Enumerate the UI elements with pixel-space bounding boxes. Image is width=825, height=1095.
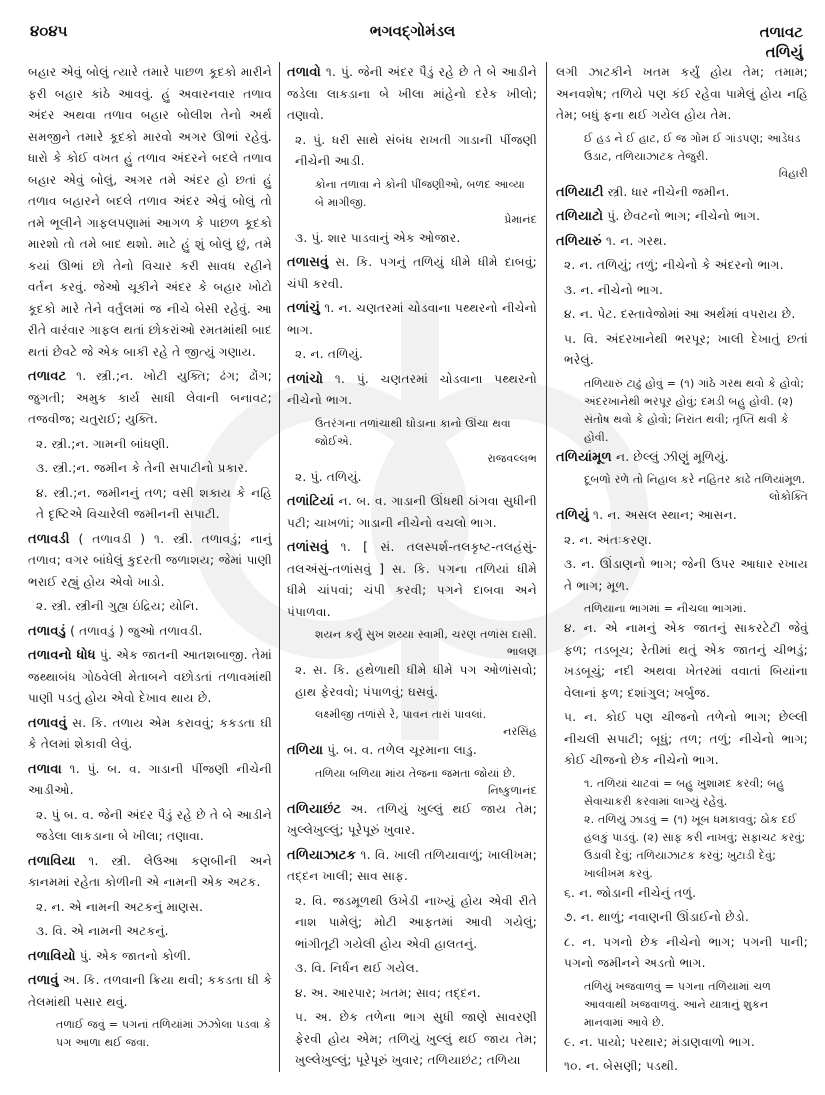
quotation: લક્ષ્મીજી તળાંસે રે, પાવન તારાં પાવલાં.: [315, 708, 487, 721]
headword: તળિયાટો: [556, 209, 604, 224]
quotation: તળિયા બળિયા માંય તેજના જમતા જોયાં છે.: [315, 766, 516, 780]
quotation-author: રાજવલ્લભ: [487, 451, 537, 465]
definition: પું. એક જાતની આતશબાજી. તેમાં જથ્થાબંધ ગોઠવેલી મેતાબને વછોડતાં તળાવમાંથી પાણી પડતું હોય એવો દેખાવ થાય છે.: [28, 648, 272, 705]
headword: તળાવા: [28, 761, 62, 777]
headword: તળાવડી: [28, 531, 70, 547]
quotation: કોના તળાવા ને કોની પીંજણીઓ, બળદ આવ્યા બે માગીજી.: [315, 177, 525, 209]
quotation: ૨. તળિયું ઝાડવું = (૧) ખૂબ ધમકાવવું; ઠોક દઈ હલકું પાડવું. (૨) સાફ કરી નાખવું; સફાચટ કરવું; ઉડાવી દેવું; તળિયાઝાટક કરવું; ખુટાડી દેવું; ખાલીખમ કરવું.: [584, 812, 806, 880]
quotation-author: ભાલણ: [506, 645, 537, 658]
page-number: ૪૦૪૫: [30, 22, 68, 40]
headword: તળિયું: [556, 508, 589, 523]
sense-definition: ૯. ન. પાયો; પરથાર; મંડાણવાળો ભાગ.: [564, 1034, 755, 1049]
sense-definition: ૩. ન. ઊંડાણનો ભાગ; જેની ઉપર આધાર રખાય તે ભાગ; મૂળ.: [564, 557, 808, 593]
definition: અ. કિ. તળવાની ક્રિયા થવી; કકડતા ઘી કે તેલમાંથી પસાર થવું.: [28, 973, 272, 1009]
definition: પું. છેવટનો ભાગ; નીચેનો ભાગ.: [607, 209, 761, 223]
dictionary-entry: [556, 182, 808, 204]
sense-definition: ૫. વિ. અંદરખાનેથી ભરપૂર; ખાલી દેખાતું છતાં ભરેલું.: [564, 331, 808, 367]
sense-definition: ૨. પું. તળિયું.: [295, 469, 362, 484]
headword: તળાવટ: [28, 369, 67, 384]
quotation-author: લોકોક્તિ: [769, 490, 808, 503]
dictionary-entry: [556, 231, 808, 253]
quotation: શયન કર્યું સુખ શય્યા સ્વામી, ચરણ તળાંસ દાસી.: [315, 628, 537, 641]
sense-definition: ૩. ન. નીચેનો ભાગ.: [564, 282, 664, 297]
dictionary-entry: [556, 447, 808, 469]
dictionary-entry: [287, 298, 537, 341]
guide-words: [760, 22, 803, 62]
quotation-author: નિષ્કુળાનંદ: [487, 783, 537, 797]
dictionary-column-1: [28, 62, 272, 1052]
quotation-author: નરસિંહ: [503, 725, 537, 738]
dictionary-entry: [28, 713, 272, 756]
headword: તળાંટિયાં: [287, 494, 335, 509]
sense-definition: ૩. વિ. એ નામની અટકનું.: [36, 924, 169, 938]
sense-definition: ૫. ન. કોઈ પણ ચીજનો તળેનો ભાગ; છેલ્લી નીચલી સપાટી; બૂધું; તળ; તળું; નીચેનો ભાગ; કોઈ ચીજનો છેક નીચેનો ભાગ.: [564, 710, 808, 767]
headword: તળાવનો ધોધ: [28, 648, 96, 663]
dictionary-column-3: [556, 62, 808, 1081]
headword: તળિયાંમૂળ: [556, 449, 612, 465]
sense-definition: ૫. અ. છેક તળેના ભાગ સુધી જાણે સાવરણી ફેરવી હોય એમ; તળિયું ખુલ્લું થઈ જાય તેમ; ખુલ્લેખુલ્લું; પૂરેપૂરું ખુવાર; તળિયાછંટ; તળિયા: [295, 1010, 537, 1067]
quotation-author: વિહારી: [778, 166, 808, 180]
sense-definition: ૨. ન. તળિયું; તળું; નીચેનો કે અંદરનો ભાગ.: [564, 258, 784, 272]
dictionary-entry: [556, 206, 808, 228]
continued-text: લગી ઝાટકીને ખતમ કર્યું હોય તેમ; તમામ; અનવશેષ; તળિયે પણ કંઈ રહેવા પામેલું હોય નહિ તેમ; બધું ફના થઈ ગયેલ હોય તેમ.: [556, 65, 808, 122]
dictionary-entry: [556, 505, 808, 527]
sense-definition: ૪. સ્ત્રી.;ન. જમીનનું તળ; વસી શકાય કે નહિ તે દૃષ્ટિએ વિચારેલી જમીનની સપાટી.: [36, 485, 272, 521]
definition: ૧. વિ. ખાલી તળિયાવાળું; ખાલીખમ; તદ્દન ખાલી; સાવ સાફ.: [287, 847, 537, 883]
sense-definition: ૨. ન. એ નામની અટકનું માણસ.: [36, 899, 204, 914]
sense-definition: ૨. પું. ધરી સાથે સંબંધ રાખતી ગાડાની પીંજણી નીચેની આડી.: [295, 132, 537, 168]
dictionary-entry: [28, 970, 272, 1013]
definition: ૧. પું. જેની અંદર પૈડું રહે છે તે બે આડીને જડેલા લાકડાના બે ખીલા માંહેનો દરેક ખીલો; તણાવો.: [287, 65, 537, 122]
quotation: ૧. તળિયાં ચાટવાં = બહુ ખુશામદ કરવી; બહુ સેવાચાકરી કરવામાં લાગ્યું રહેવું.: [584, 776, 785, 808]
dictionary-entry: [28, 851, 272, 894]
definition: અ. તળિયું ખુલ્લું થઈ જાય તેમ; ખુલ્લેખુલ્લું; પૂરેપૂરું ખુવાર.: [287, 801, 538, 837]
definition: પું. બ. વ. તળેલ ચૂરમાના લાડુ.: [327, 743, 477, 757]
headword: તળાવું: [28, 973, 59, 988]
dictionary-entry: [28, 759, 272, 802]
dictionary-entry: [287, 845, 537, 888]
sense-definition: ૩. સ્ત્રી.;ન. જમીન કે તેની સપાટીનો પ્રકાર.: [36, 461, 249, 475]
quotation: તળિયાના ભાગમાં = નીચલા ભાગમાં.: [584, 602, 747, 615]
definition: સ. કિ. તળાય એમ કરાવવું; કકડતા ઘી કે તેલમાં શેકાવી લેવું.: [28, 715, 272, 751]
definition: ન. બ. વ. ગાડાની ઊંધથી ઠાંગવા સુધીની પટી; ચાખળાં; ગાડાની નીચેનો વચલો ભાગ.: [287, 494, 537, 530]
sense-definition: ૨. વિ. જડમૂળથી ઉખેડી નાખ્યું હોય એવી રીતે નાશ પામેલું; મોટી આફતમાં આવી ગયેલું; ભાંગીતૂટી ગયેલી હોય એવી હાલતનું.: [295, 893, 537, 951]
sense-definition: ૨. સ. કિ. હથેળાથી ધીમે ધીમે પગ ઓળાંસવો; હાથ ફેરવવો; પંપાળવું; ઘસવું.: [295, 663, 537, 699]
definition: ૧. સ્ત્રી.;ન. ખોટી યુક્તિ; ઢંગ; ઢોંગ; જુગતી; અમુક કાર્ય સાધી લેવાની બનાવટ; તજવીજ; ચતુરાઈ; યુક્તિ.: [28, 369, 272, 426]
quotation: તળિયારું ટાઢું હોવું = (૧) ગાંઠે ગરથ થવો કે હોવો; અંદરખાનેથી ભરપૂર હોવું; દમડી બહુ હોવી. (૨) સંતોષ થવો કે હોવો; નિરાંત થવી; તૃપ્તિ થવી કે હોવી.: [584, 376, 805, 444]
headword: તળાંચું: [287, 301, 320, 316]
headword: તળાવિયો: [28, 948, 76, 964]
headword: તળાવો: [287, 65, 321, 80]
headword: તળાસવું: [287, 255, 329, 270]
definition: ૧. ન. અસલ સ્થાન; આસન.: [593, 508, 737, 522]
sense-definition: ૭. ન. થાળું; નવાણની ઊંડાઈનો છેડો.: [564, 910, 749, 924]
headword: તળાંચો: [287, 371, 324, 387]
quotation: દૂબળો રળે તો નિહાલ કરે નહિતર કાઢે તળિયાંમૂળ.: [584, 473, 806, 486]
definition: ૧. પું. ચણતરમાં ચોડવાના પથ્થરનો નીચેનો ભાગ.: [287, 371, 537, 407]
sense-definition: ૧૦. ન. બેસણી; પડથી.: [564, 1059, 679, 1073]
dictionary-entry: [287, 62, 537, 127]
dictionary-entry: [287, 537, 537, 623]
dictionary-entry: [287, 369, 537, 412]
dictionary-entry: [287, 740, 537, 762]
definition: ૧. સ્ત્રી. લેઉઆ કણબીની અને કાનમમાં રહેતા કોળીની એ નામની એક અટક.: [28, 853, 273, 889]
headword: તળાંસવું: [287, 540, 329, 555]
definition: પું. એક જાતનો કોળી.: [79, 948, 192, 963]
dictionary-entry: [28, 366, 272, 431]
sense-definition: ૮. ન. પગનો છેક નીચેનો ભાગ; પગની પાની; પગનો જમીનને અડતો ભાગ.: [564, 934, 808, 970]
sense-definition: ૪. ન. એ નામનું એક જાતનું સાકરટેટી જેવું ફળ; તડબૂચ; રેતીમાં થતું એક જાતનું ચીભડું; ખડબૂચું; નદી અથવા ખેતરમાં વવાતાં બિયાંના વેલાનાં ફળ; દશાંગુલ; ખર્બુજ.: [564, 621, 808, 700]
sense-definition: ૪. અ. આરપાર; ખતમ; સાવ; તદ્દન.: [295, 985, 481, 1000]
dictionary-entry: [287, 252, 537, 295]
dictionary-entry: [287, 799, 537, 842]
quotation: તળાઈ જવું = પગનાં તળિયાંમાં ઝંઝોલા પડવા કે પગ આળા થઈ જવા.: [56, 1018, 272, 1049]
sense-definition: ૨. ન. તળિયું.: [295, 347, 363, 361]
sense-definition: ૨. ન. અંતઃકરણ.: [564, 532, 652, 547]
sense-definition: ૨. સ્ત્રી. સ્ત્રીની ગુહ્ય ઇંદ્રિય; યોનિ.: [36, 599, 199, 613]
column-divider: [546, 62, 547, 1072]
headword: તળિયારું: [556, 233, 602, 249]
headword: તળાવિયા: [28, 853, 76, 869]
quotation: તળિયું ખજવાળવું = પગના તળિયામાં ચળ આવવાથી ખજવાળવું. આને યાત્રાનું શુકન માનવામાં આવે છે.: [584, 979, 772, 1029]
definition: સ. કિ. પગનું તળિયું ધીમે ધીમે દાબવું; ચંપી કરવી.: [287, 255, 537, 291]
guide-word-last: તળિયું: [765, 43, 803, 61]
guide-word-first: તળાવટ: [759, 23, 803, 41]
definition: ( તળાવડી ) ૧. સ્ત્રી. તળાવડું; નાનું તળાવ; વગર બાંધેલું કુદરતી જળાશય; જેમાં પાણી ભરાઈ રહ્યું હોય એવો ખાડો.: [28, 531, 273, 589]
dictionary-column-2: [287, 62, 537, 1075]
headword: તળાવવું: [28, 715, 67, 731]
headword: તળાવડું: [28, 623, 66, 639]
sense-definition: ૨. સ્ત્રી.;ન. ગામની બાંધણી.: [36, 436, 170, 451]
headword: તળિયાછંટ: [287, 801, 342, 817]
definition: ૧. ન. ચણતરમાં ચોડવાના પથ્થરનો નીચેનો ભાગ.: [287, 301, 537, 337]
dictionary-entry: [28, 529, 272, 594]
headword: તળિયાટી: [556, 184, 604, 200]
quotation: ઈ હડ ને ઈ હાટ, ઈ જ ગોમ ઈ ગાંડપણ; આડેધડ ઉડાટ, તળિયાઝાટક તેજુરી.: [584, 131, 801, 163]
sense-definition: ૨. પું બ. વ. જેની અંદર પૈડું રહે છે તે બે આડીને જડેલા લાકડાના બે ખીલા; તણાવા.: [36, 807, 272, 843]
definition: ૧. [ સં. તલસ્પર્શ-તલકૃષ્ટ-તલહંસું-તલઅંસું-તળાંસવું ] સ. કિ. પગના તળિયાં ધીમે ધીમે ચાંપવાં; ચંપી કરવી; પગને દાબવા અને પંપાળવા.: [287, 540, 538, 619]
headword: તળિયા: [287, 743, 324, 758]
sense-definition: ૩. વિ. નિર્ધન થઈ ગયેલ.: [295, 961, 420, 975]
headword: તળિયાઝાટક: [287, 847, 357, 863]
sense-definition: ૪. ન. પેટ. દસ્તાવેજોમાં આ અર્થમાં વપરાય છે.: [564, 307, 796, 321]
sense-definition: ૬. ન. જોડાની નીચેનું તળું.: [564, 885, 697, 900]
dictionary-entry: [28, 946, 272, 968]
dictionary-entry: [28, 645, 272, 710]
page-header: [0, 22, 825, 62]
definition: ૧. પું. બ. વ. ગાડાની પીંજણી નીચેની આડીઓ.: [28, 761, 272, 797]
definition: સ્ત્રી. ધાર નીચેની જમીન.: [607, 184, 730, 199]
dictionary-entry: [287, 491, 537, 534]
sense-definition: ૩. પું. શાર પાડવાનું એક ઓજાર.: [295, 230, 461, 245]
definition: ૧. ન. ગરથ.: [605, 233, 667, 248]
definition: ( તળાવડું ) જુઓ તળાવડી.: [70, 623, 203, 638]
column-divider: [279, 62, 280, 1072]
quotation-author: પ્રેમાનંદ: [504, 212, 537, 226]
quotation: ઉતરંગના તળાંચાથી ઘોડાના કાનો ઊંચા થવા જોઈએ.: [315, 416, 511, 448]
continued-text: બહાર એવું બોલું ત્યારે તમારે પાછળ કૂદકો મારીને ફરી બહાર કાંઠે આવવું. હું અવારનવાર તળાવ અંદર અથવા તળાવ બહાર બોલીશ તેનો અર્થ સમજીને તમારે કૂદકો મારવો અગર ઊભાં રહેવું. ધારો કે કોઈ વખત હું તળાવ અંદરને બદલે તળાવ બહાર એવું બોલું, અગર તમે અંદર હો છતાં હું તળાવ બહારને બદલે તળાવ અંદર એવું બોલું તો તમે ભૂલીને ગાફલપણામાં આગળ કે પાછળ કૂદકો મારશો તો તમે બાદ થશો. માટે હું શું બોલું છું, તમે કયાં ઊભાં છો તેનો વિચાર કરી સાવધ રહીને વર્તન કરવું. જેઓ ચૂકીને અંદર કે બહાર ખોટો કૂદકો મારે તેને વર્તુલમાં જ નીચે બેસી રહેવું. આ રીતે વારંવાર ગાફલ થતાં છોકરાંઓ રમતમાંથી બાદ થતાં છેવટે જે એક બાકી રહે તે જીત્યું ગણાય.: [28, 65, 272, 359]
dictionary-entry: [28, 621, 272, 643]
book-title: ભગવદ્ગોમંડલ: [369, 22, 456, 40]
definition: ન. છેલ્લું ઝીણું મૂળિયું.: [615, 449, 729, 464]
